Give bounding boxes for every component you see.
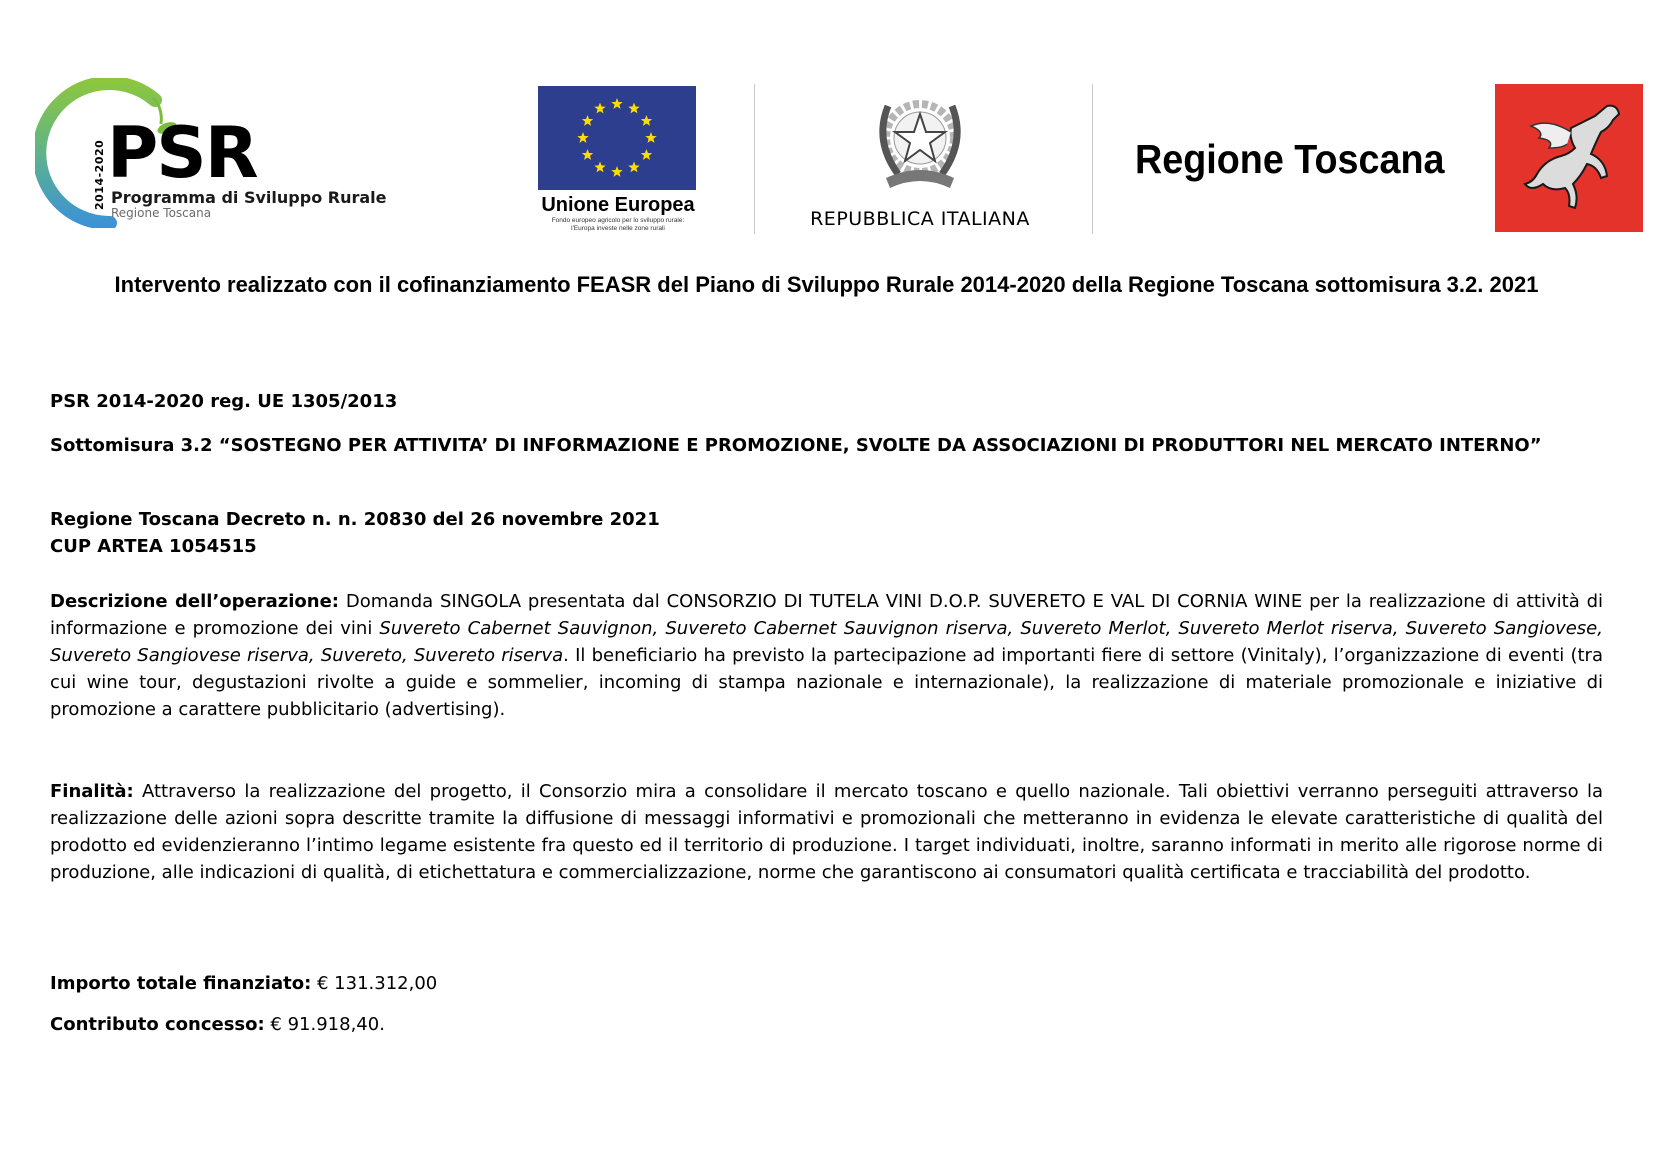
region-name: Regione Toscana bbox=[1135, 136, 1445, 182]
eu-caption bbox=[534, 217, 702, 233]
eu-star-icon bbox=[641, 149, 652, 160]
decreto-line: Regione Toscana Decreto n. n. 20830 del 26 novembre 2021 bbox=[50, 509, 660, 530]
eu-star-icon bbox=[594, 161, 605, 172]
descrizione-label: Descrizione dell’operazione: bbox=[50, 591, 339, 612]
descrizione-text-end: . Il beneficiario ha previsto la partecipazione ad importanti fiere di settore (Vinitaly), l’organizzazione di eventi (tra cui wine tour, degustazioni rivolte a guide e sommelier, incoming di stampa nazionale e internazionale), la realizzazione di materiale promozionale e iniziative di promozione a carattere pubblicitario (advertising). bbox=[50, 645, 1603, 720]
descrizione-paragraph bbox=[50, 588, 1603, 723]
eu-star-icon bbox=[628, 103, 639, 114]
eu-star-icon bbox=[582, 149, 593, 160]
eu-star-icon bbox=[628, 161, 639, 172]
eu-caption-line2: l'Europa investe nelle zone rurali bbox=[571, 225, 665, 232]
eu-star-icon bbox=[645, 132, 656, 143]
eu-star-icon bbox=[611, 98, 622, 109]
eu-caption-line1: Fondo europeo agricolo per lo sviluppo rurale: bbox=[551, 217, 685, 224]
eu-star-icon bbox=[582, 115, 593, 126]
psr-subtitle: Regione Toscana bbox=[111, 206, 212, 220]
descrizione-wines: Suvereto Cabernet Sauvignon, Suvereto Cabernet Sauvignon riserva, Suvereto Merlot, Suvereto Merlot riserva, Suvereto Sangiovese, Suvereto Sangiovese riserva, Suvereto, Suvereto riserva bbox=[50, 618, 1603, 666]
eu-star-icon bbox=[594, 103, 605, 114]
descrizione-text: Domanda SINGOLA presentata dal CONSORZIO DI TUTELA VINI D.O.P. SUVERETO E VAL DI CORNIA WINE per la realizzazione di attività di informazione e promozione dei vini bbox=[50, 591, 1603, 639]
italy-emblem-icon bbox=[868, 86, 972, 198]
importo-label: Importo totale finanziato: bbox=[50, 973, 312, 994]
sottomisura-title: Sottomisura 3.2 “SOSTEGNO PER ATTIVITA’ DI INFORMAZIONE E PROMOZIONE, SVOLTE DA ASSOCIAZIONI DI PRODUTTORI NEL MERCATO INTERNO” bbox=[50, 435, 1542, 456]
contributo-value: € 91.918,40. bbox=[264, 1014, 385, 1035]
regulation-line: PSR 2014-2020 reg. UE 1305/2013 bbox=[50, 391, 398, 412]
intro-heading: Intervento realizzato con il cofinanziamento FEASR del Piano di Sviluppo Rurale 2014-2020 della Regione Toscana sottomisura 3.2. 2021 bbox=[114, 272, 1539, 297]
eu-star-icon bbox=[611, 166, 622, 177]
pegasus-icon bbox=[1509, 98, 1629, 218]
importo-line bbox=[50, 970, 1603, 997]
psr-acronym: PSR bbox=[107, 112, 257, 194]
header-divider bbox=[1092, 84, 1093, 234]
importo-value: € 131.312,00 bbox=[311, 973, 438, 994]
finalita-paragraph bbox=[50, 778, 1603, 886]
contributo-label: Contributo concesso: bbox=[50, 1014, 265, 1035]
toscana-logo bbox=[1495, 84, 1643, 232]
header-divider bbox=[754, 84, 755, 234]
italy-logo bbox=[800, 86, 1040, 236]
eu-star-icon bbox=[577, 132, 588, 143]
eu-logo bbox=[538, 86, 700, 236]
psr-years: 2014-2020 bbox=[93, 139, 106, 210]
finalita-text: Attraverso la realizzazione del progetto, il Consorzio mira a consolidare il mercato toscano e quello nazionale. Tali obiettivi verranno perseguiti attraverso la realizzazione delle azioni sopra descritte tramite la diffusione di messaggi informativi e promozionali che metteranno in evidenza le elevate caratteristiche di qualità del prodotto ed evidenzieranno l’intimo legame esistente fra questo ed il territorio di produzione. I target individuati, inoltre, saranno informati in merito alle rigorose norme di produzione, alle indicazioni di qualità, di etichettatura e commercializzazione, norme che garantiscono ai consumatori qualità certificata e tracciabilità del prodotto. bbox=[50, 781, 1603, 883]
psr-title: Programma di Sviluppo Rurale bbox=[111, 188, 387, 207]
contributo-line bbox=[50, 1011, 1603, 1038]
cup-line: CUP ARTEA 1054515 bbox=[50, 536, 257, 557]
psr-logo bbox=[35, 78, 387, 228]
eu-flag-icon bbox=[538, 86, 696, 190]
eu-name: Unione Europea bbox=[541, 194, 695, 216]
italy-name: REPUBBLICA ITALIANA bbox=[810, 208, 1030, 230]
finalita-label: Finalità: bbox=[50, 781, 134, 802]
eu-star-icon bbox=[641, 115, 652, 126]
